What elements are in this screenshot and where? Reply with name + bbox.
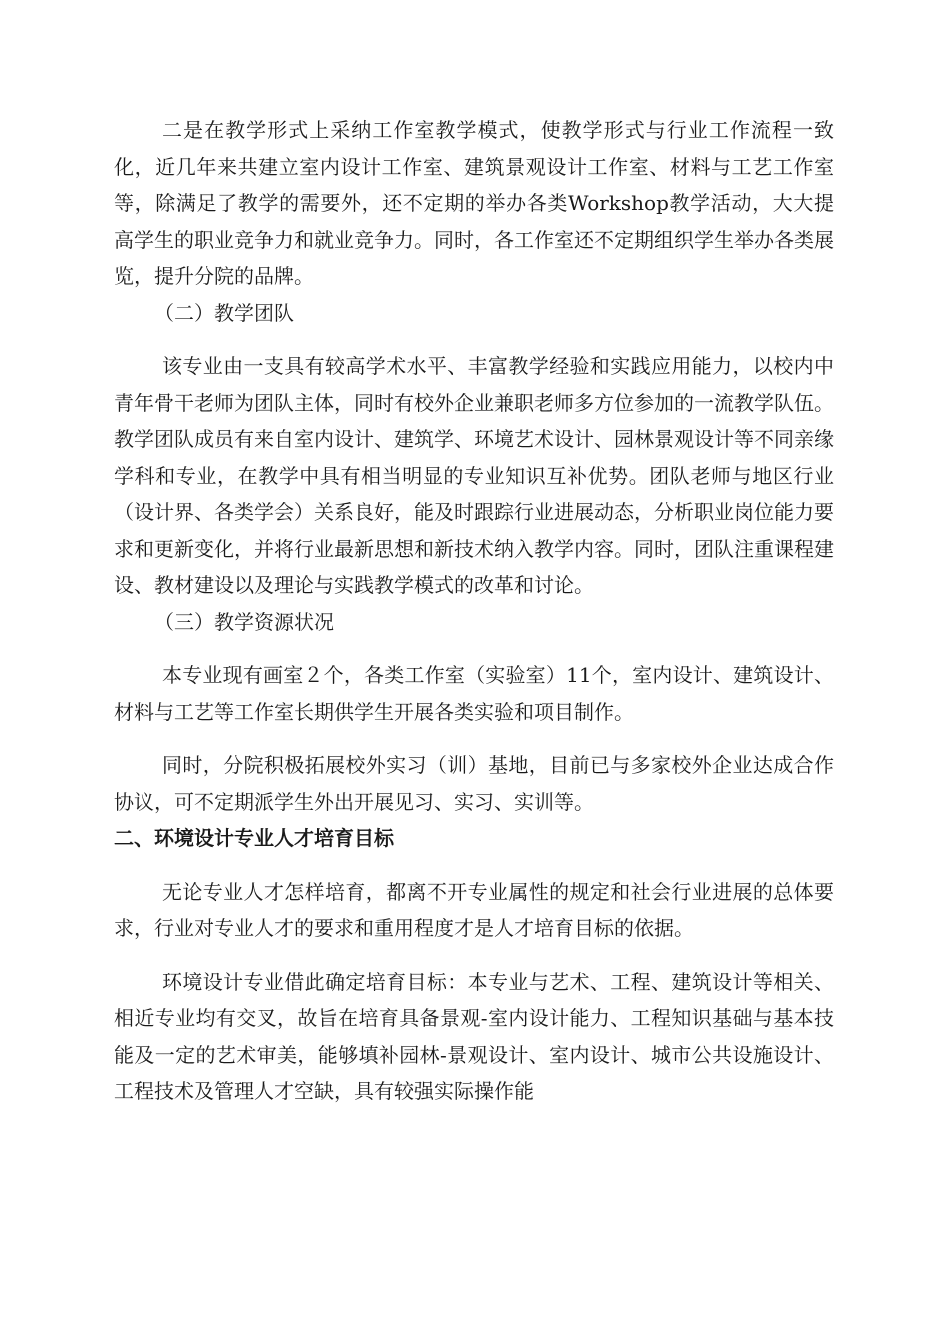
paragraph-goal-basis: 无论专业人才怎样培育，都离不开专业属性的规定和社会行业进展的总体要求，行业对专业人才的要求和重用程度才是人才培育目标的依据。 <box>114 879 834 940</box>
heading-training-goals: 二、环境设计专业人才培育目标 <box>114 826 394 850</box>
heading-teaching-team: （二）教学团队 <box>154 300 294 325</box>
paragraph-studios-count: 本专业现有画室２个，各类工作室（实验室）11个，室内设计、建筑设计、材料与工艺等工作室长期供学生开展各类实验和项目制作。 <box>114 663 834 724</box>
heading-teaching-resources: （三）教学资源状况 <box>154 609 334 634</box>
paragraph-studio-teaching: 二是在教学形式上采纳工作室教学模式，使教学形式与行业工作流程一致化，近几年来共建立室内设计工作室、建筑景观设计工作室、材料与工艺工作室等，除满足了教学的需要外，还不定期的举办各类Workshop教学活动，大大提高学生的职业竞争力和就业竞争力。同时，各工作室还不定期组织学生举办各类展览，提升分院的品牌。 <box>114 118 834 288</box>
document-body <box>114 112 834 1110</box>
paragraph-practice-bases: 同时，分院积极拓展校外实习（训）基地，目前已与多家校外企业达成合作协议，可不定期派学生外出开展见习、实习、实训等。 <box>114 753 834 814</box>
paragraph-teaching-team: 该专业由一支具有较高学术水平、丰富教学经验和实践应用能力，以校内中青年骨干老师为团队主体，同时有校外企业兼职老师多方位参加的一流教学队伍。教学团队成员有来自室内设计、建筑学、环境艺术设计、园林景观设计等不同亲缘学科和专业，在教学中具有相当明显的专业知识互补优势。团队老师与地区行业（设计界、各类学会）关系良好，能及时跟踪行业进展动态，分析职业岗位能力要求和更新变化，并将行业最新思想和新技术纳入教学内容。同时，团队注重课程建设、教材建设以及理论与实践教学模式的改革和讨论。 <box>114 354 834 597</box>
paragraph-goal-definition: 环境设计专业借此确定培育目标：本专业与艺术、工程、建筑设计等相关、相近专业均有交叉，故旨在培育具备景观-室内设计能力、工程知识基础与基本技能及一定的艺术审美，能够填补园林-景观设计、室内设计、城市公共设施设计、工程技术及管理人才空缺，具有较强实际操作能 <box>114 969 834 1103</box>
